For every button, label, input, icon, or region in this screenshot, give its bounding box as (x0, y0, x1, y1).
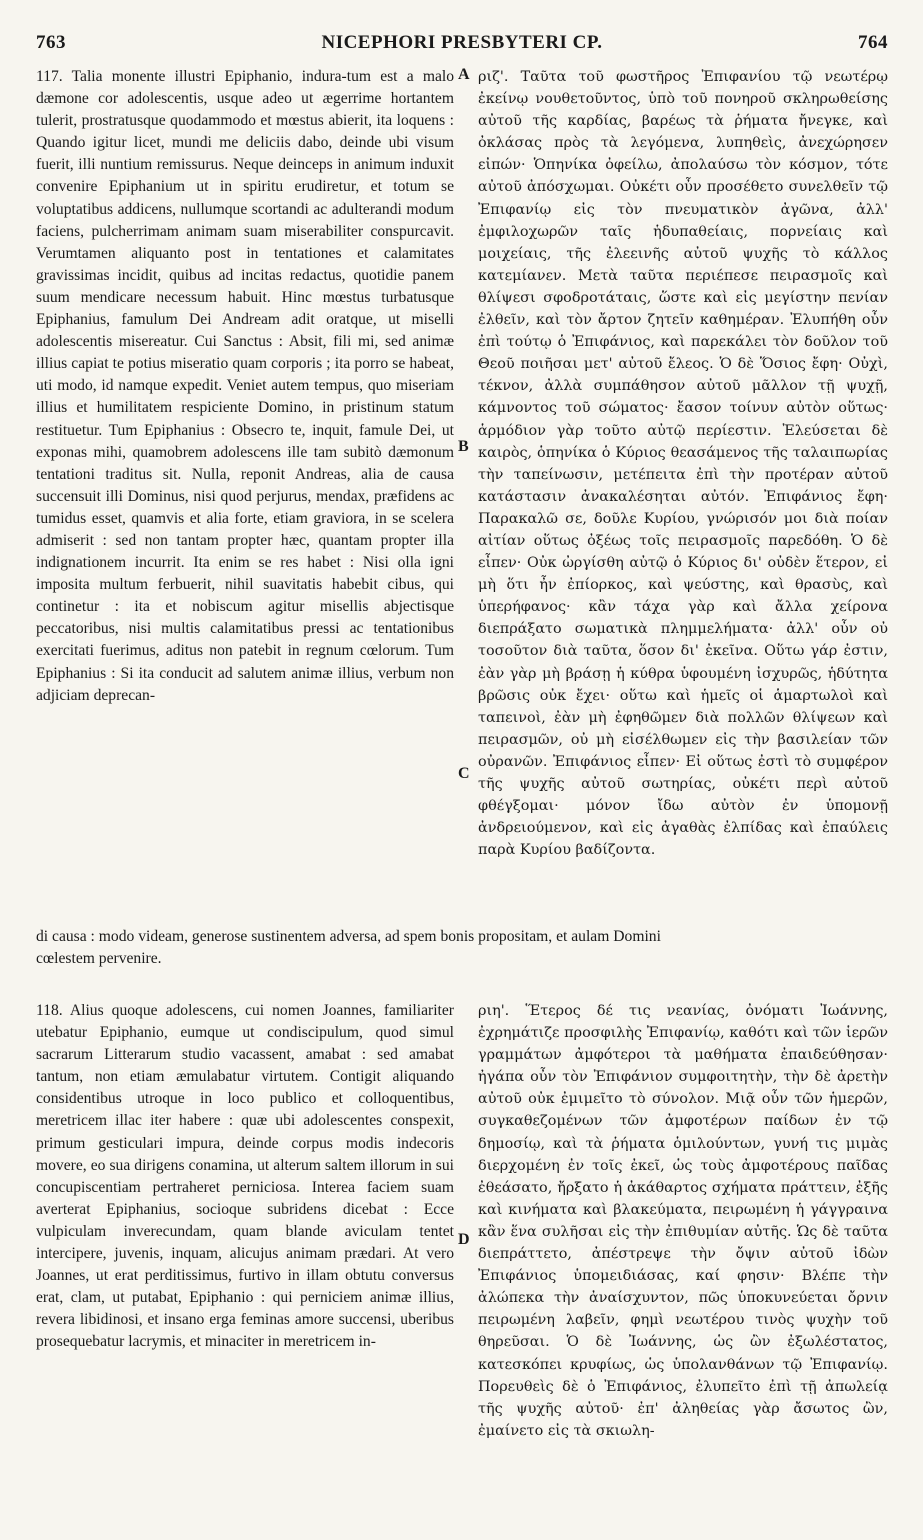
greek-column-section-117 (478, 66, 888, 861)
margin-marker-d: D (458, 1231, 470, 1248)
latin-column-section-118 (36, 1000, 454, 1354)
greek-paragraph-117: ριζ'. Ταῦτα τοῦ φωστῆρος Ἐπιφανίου τῷ νεωτέρῳ ἐκείνῳ νουθετοῦντος, ὑπὸ τοῦ πονηροῦ σκληρωθείσης αὐτοῦ τῆς καρδίας, βαρέως τὰ ῥήματα ἤνεγκε, καὶ ὀκλάσας πρὸς τὰ λεγόμενα, λυπηθεὶς, ἀνεχώρησεν εἰπών· Ὁπηνίκα ὀφείλω, ἀπολαύσω τὸν κόσμον, τότε αὐτοῦ ἀπόσχωμαι. Οὐκέτι οὖν προσέθετο συνελθεῖν τῷ Ἐπιφανίῳ εἰς τὸν πνευματικὸν ἀγῶνα, ἀλλ' ἐμφιλοχωρῶν ταῖς ἡδυπαθείαις, πορνείαις καὶ μοιχείαις, τῆς ἐλεεινῆς αὐτοῦ ψυχῆς τὸ κάλλος κατεμίανεν. Μετὰ ταῦτα περιέπεσε πειρασμοῖς καὶ θλίψεσι σφοδροτάταις, ὥστε καὶ εἰς μεγίστην πενίαν ἐλθεῖν, καὶ τὸν ἄρτον ζητεῖν καθημέραν. Ἐλυπήθη οὖν ἐπὶ τούτῳ ὁ Ἐπιφάνιος, καὶ παρεκάλει τὸν δοῦλον τοῦ Θεοῦ ποιῆσαι μετ' αὐτοῦ ἔλεος. Ὁ δὲ Ὅσιος ἔφη· Οὐχὶ, τέκνον, ἀλλὰ συμπάθησον αὐτοῦ μᾶλλον τῇ ψυχῇ, κάμνοντος τοῦ σώματος· ἔασον τοίνυν αὐτὸν οὕτως· ἁρμόδιον γὰρ τοῦτο αὐτῷ περίεστιν. Ἐλεύσεται δὲ καιρὸς, ὁπηνίκα ὁ Κύριος θεασάμενος τῆς ταλαιπωρίας τὴν ταπείνωσιν, μετέπειτα ἐπὶ τὴν προτέραν αὐτοῦ κατάστασιν ἀνακαλέσηται αὐτόν. Ἐπιφάνιος ἔφη· Παρακαλῶ σε, δοῦλε Κυρίου, γνώρισόν μοι διὰ ποίαν αἰτίαν οὕτως ὀξέως τοῖς πειρασμοῖς παρεδόθη. Ὁ δὲ εἶπεν· Οὐκ ὠργίσθη αὐτῷ ὁ Κύριος δι' οὐδὲν ἕτερον, εἰ μὴ ὅτι ἦν ἐπίορκος, καὶ ψεύστης, καὶ θρασὺς, καὶ ὑπερήφανος· κἂν τάχα γὰρ καὶ ἄλλα χείρονα διεπράξατο σωματικὰ πλημμελήματα· ἀλλ' οὖν οὐ τοσοῦτον διὰ ταῦτα, ὅσον δι' ἐκεῖνα. Οὕτω γάρ ἐστιν, ἐὰν γὰρ μὴ βράσῃ ἡ κύθρα ὑφουμένη ἰσχυρῶς, ἡδύτητα βρῶσις οὐκ ἔχει· οὕτω καὶ ἡμεῖς οἱ ἁμαρτωλοὶ καὶ ταπεινοὶ, ἐὰν μὴ ἐφηθῶμεν διὰ πολλῶν θλίψεων καὶ πειρασμῶν, οὐ μὴ εἰσέλθωμεν εἰς τὴν βασιλείαν τῶν οὐρανῶν. Ἐπιφάνιος εἶπεν· Εἰ οὕτως ἐστὶ τὸ συμφέρον τῆς ψυχῆς αὐτοῦ σωτηρίας, οὐκέτι περὶ αὐτοῦ φθέγξομαι· μόνον ἴδω αὐτὸν ἐν ὑπομονῇ ἀνδρειούμενον, καὶ εἰς ἀγαθὰς ἐλπίδας καὶ ἐπαύλεις παρὰ Κυρίου βαδίζοντα. (478, 69, 888, 859)
margin-marker-b: B (458, 438, 469, 455)
latin-paragraph-117: 117. Talia monente illustri Epiphanio, indura-tum est a malo dæmone cor adolescentis, usque adeo ut ægerrime hortantem tulerit, prostratusque quodammodo et mœstus abierit, ita loquens : Quando igitur licet, mundi me deliciis dabo, deinde ubi visum fuerit, illi nuntium remissurus. Neque deinceps in animum induxit convenire Epiphanium ut in spiritu erudiretur, et totum se voluptatibus addicens, nullumque scortandi ac adulterandi modum faciens, pulcherrimam animam suam miserabiliter conspurcavit. Verumtamen aliquanto post in tentationes et calamitates gravissimas incidit, quibus ad incitas redactus, quotidie panem suum mendicare necessum habuit. Hinc mœstus turbatusque Epiphanius, famulum Dei Andream adit oratque, ut miselli adolescentis misereatur. Cui Sanctus : Absit, fili mi, sed animæ illius capiat te potius miseratio quam corporis ; ita porro se habeat, uti modo, id namque expedit. Veniet autem tempus, quo miseriam illius et humilitatem respiciente Domino, in pristinum statum restituetur. Tum Epiphanius : Obsecro te, inquit, famule Dei, ut exponas mihi, quamobrem adolescens ille tam subitò dæmonum tentationi traditus sit. Nulla, reponit Andreas, alia de causa succensuit illi Dominus, nisi quod perjurus, mendax, præfidens ac tumidus esset, quamvis et alia forte, etiam graviora, in se scelera admiserit : sed non tantam propter hæc, quantam propter illa indignationem incurrit. Ita enim se res habet : Nisi olla igni imposita multum ferbuerit, nihil suavitatis habebit cibus, qui continetur : ita et nobiscum agitur misellis abjectisque peccatoribus, nisi multis calamitatibus pressi ac tentationibus exercitati fuerimus, aditus non patebit in regnum cœlorum. Tum Epiphanius : Si ita conducit ad salutem animæ illius, verbum non adjiciam deprecan- (36, 68, 454, 704)
margin-marker-c: C (458, 765, 470, 782)
margin-marker-a: A (458, 66, 470, 83)
latin-column-section-117 (36, 66, 454, 707)
left-column-number: 763 (36, 32, 66, 53)
continuation-line-1: di causa : modo videam, generose sustinentem adversa, ad spem bonis propositam, et aulam Domini (36, 928, 661, 945)
greek-column-section-118 (478, 1000, 888, 1442)
latin-paragraph-118: 118. Alius quoque adolescens, cui nomen Joannes, familiariter utebatur Epiphanio, eumque ut condiscipulum, quod simul sacrarum Litterarum studio vacassent, amabat : sed amabat tantum, non etiam æmulabatur virtutem. Contigit aliquando considentibus utroque in loco publico et colloquentibus, meretricem illac iter habere : quæ ubi adolescentes conspexit, primum gesticulari impura, deinde corpus modis indecoris movere, eo sua dirigens conamina, ut alterum saltem illorum in sui concupiscentiam pertraheret perniciosa. Interea faciem suam averterat Epiphanius, socioque subridens dicebat : Ecce vulpiculam inverecundam, quam blande aviculam tentet intercipere, juvenis, inquam, alicujus animam prædari. At vero Joannes, ut erat perditissimus, furtivo in illam obtutu conversus erat, clam, ut putabat, Epiphanio : qui perniciem animæ illius, revera libidinosi, et insano erga feminas amore succensi, uberibus prosequebatur lacrymis, et minaciter in meretricem in- (36, 1002, 454, 1351)
running-header (36, 32, 888, 58)
greek-paragraph-118: ριη'. Ἕτερος δέ τις νεανίας, ὀνόματι Ἰωάννης, ἐχρημάτιζε προσφιλὴς Ἐπιφανίῳ, καθότι καὶ τῶν ἱερῶν γραμμάτων ἀμφότεροι τὰ μαθήματα ἐπαιδεύθησαν· ἠγάπα οὖν τὸν Ἐπιφάνιον συμφοιτητὴν, τὴν δὲ ἀρετὴν αὐτοῦ οὐκ ἐμιμεῖτο τὸ σύνολον. Μιᾷ οὖν τῶν ἡμερῶν, συγκαθεζομένων τῶν ἀμφοτέρων παίδων ἐν τῷ δημοσίῳ, καὶ τὰ ῥήματα ὁμιλούντων, γυνή τις μιμὰς διερχομένη ἐν τοῖς ἐκεῖ, ὡς τοὺς ἀμφοτέρους παῖδας ἐθεάσατο, ἤρξατο ἡ ἀκάθαρτος σχήματα πράττειν, ἐξῆς καὶ κινήματα καὶ βλακεύματα, πειρωμένη ἡ γάγγραινα κἂν ἕνα συλῆσαι εἰς τὴν ἐπιθυμίαν αὐτῆς. Ὡς δὲ ταῦτα διεπράττετο, ἀπέστρεψε τὴν ὄψιν αὐτοῦ ἰδὼν Ἐπιφάνιος ὑπομειδιάσας, καί φησιν· Βλέπε τὴν ἀλώπεκα τὴν ἀναίσχυντον, πῶς ὑποκυνεύεται ὄρνιν πειρωμένη λαβεῖν, φημὶ νεωτέρου τινὸς ψυχὴν τοῦ θηρεῦσαι. Ὁ δὲ Ἰωάννης, ὡς ὢν ἐξωλέστατος, κατεσκόπει κρυφίως, ὡς ὑπολανθάνων τῷ Ἐπιφανίῳ. Πορευθεὶς δὲ ὁ Ἐπιφάνιος, ἐλυπεῖτο ἐπὶ τῇ ἀπωλείᾳ τῆς ψυχῆς αὐτοῦ· ἐπ' ἀληθείας γὰρ ἄσωτος ὢν, ἐμαίνετο εἰς τὰ σκιωλη- (478, 1003, 888, 1439)
full-width-continuation (36, 926, 888, 970)
running-title: NICEPHORI PRESBYTERI CP. (321, 32, 603, 53)
continuation-line-2: cœlestem pervenire. (36, 950, 162, 968)
right-column-number: 764 (858, 32, 888, 53)
